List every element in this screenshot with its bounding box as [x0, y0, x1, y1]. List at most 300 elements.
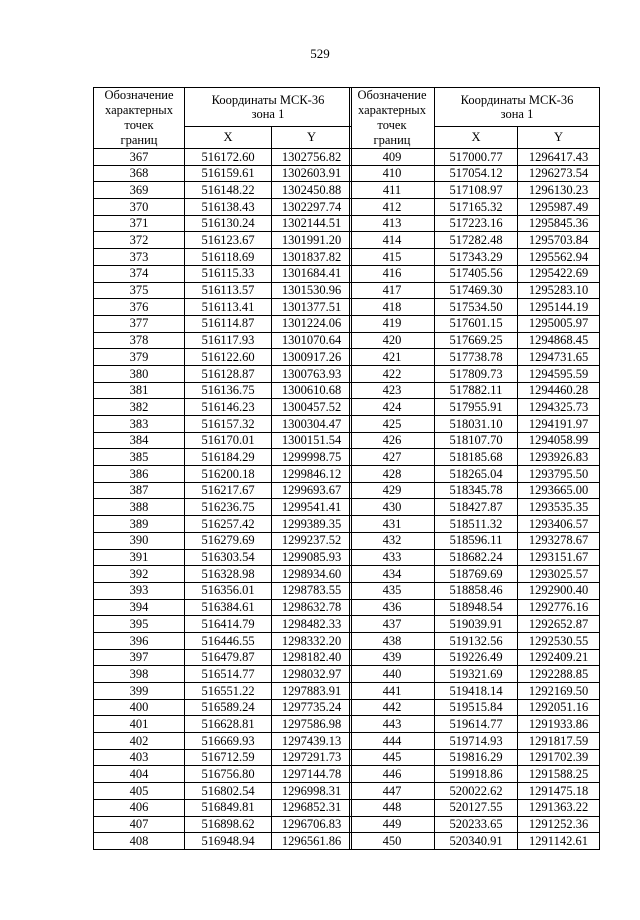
y-coordinate: 1293278.67	[518, 532, 600, 549]
y-coordinate: 1299389.35	[272, 516, 352, 533]
x-coordinate: 516628.81	[185, 716, 272, 733]
point-number: 436	[350, 599, 435, 616]
point-number: 430	[350, 499, 435, 516]
x-coordinate: 517955.91	[435, 399, 518, 416]
y-coordinate: 1293406.57	[518, 516, 600, 533]
x-coordinate: 516184.29	[185, 449, 272, 466]
point-number: 449	[350, 816, 435, 833]
point-number: 371	[94, 215, 185, 232]
y-coordinate: 1298032.97	[272, 666, 352, 683]
x-coordinate: 516551.22	[185, 683, 272, 700]
point-number: 402	[94, 733, 185, 750]
x-coordinate: 516802.54	[185, 783, 272, 800]
y-coordinate: 1299846.12	[272, 466, 352, 483]
point-number: 404	[94, 766, 185, 783]
x-coordinate: 517165.32	[435, 199, 518, 216]
table-row	[350, 165, 600, 182]
point-number: 419	[350, 315, 435, 332]
x-coordinate: 519918.86	[435, 766, 518, 783]
coordinates-table-right	[349, 87, 600, 850]
y-coordinate: 1295703.84	[518, 232, 600, 249]
table-row	[350, 833, 600, 850]
x-coordinate: 520022.62	[435, 783, 518, 800]
header-x: X	[185, 126, 272, 148]
x-coordinate: 517405.56	[435, 265, 518, 282]
x-coordinate: 516479.87	[185, 649, 272, 666]
table-row	[350, 399, 600, 416]
table-row	[94, 282, 352, 299]
y-coordinate: 1300304.47	[272, 416, 352, 433]
y-coordinate: 1293665.00	[518, 482, 600, 499]
point-number: 380	[94, 365, 185, 382]
table-row	[94, 582, 352, 599]
table-row	[350, 365, 600, 382]
table-row	[94, 749, 352, 766]
point-number: 397	[94, 649, 185, 666]
x-coordinate: 517282.48	[435, 232, 518, 249]
x-coordinate: 516117.93	[185, 332, 272, 349]
x-coordinate: 516236.75	[185, 499, 272, 516]
x-coordinate: 516257.42	[185, 516, 272, 533]
x-coordinate: 516136.75	[185, 382, 272, 399]
point-number: 369	[94, 182, 185, 199]
x-coordinate: 517669.25	[435, 332, 518, 349]
point-number: 425	[350, 416, 435, 433]
header-point-label: Обозначение характерных точек границ	[350, 88, 435, 149]
table-row	[350, 716, 600, 733]
point-number: 428	[350, 466, 435, 483]
point-number: 418	[350, 299, 435, 316]
table-row	[350, 683, 600, 700]
header-x: X	[435, 126, 518, 148]
x-coordinate: 516138.43	[185, 199, 272, 216]
point-number: 378	[94, 332, 185, 349]
point-number: 445	[350, 749, 435, 766]
y-coordinate: 1299998.75	[272, 449, 352, 466]
table-row	[94, 182, 352, 199]
table-row	[94, 466, 352, 483]
y-coordinate: 1296706.83	[272, 816, 352, 833]
point-number: 392	[94, 566, 185, 583]
y-coordinate: 1291363.22	[518, 799, 600, 816]
table-row	[94, 315, 352, 332]
coordinates-table-left	[93, 87, 352, 850]
point-number: 427	[350, 449, 435, 466]
point-number: 444	[350, 733, 435, 750]
x-coordinate: 516130.24	[185, 215, 272, 232]
header-y: Y	[518, 126, 600, 148]
table-row	[94, 516, 352, 533]
point-number: 395	[94, 616, 185, 633]
y-coordinate: 1291817.59	[518, 733, 600, 750]
point-number: 379	[94, 349, 185, 366]
y-coordinate: 1300610.68	[272, 382, 352, 399]
x-coordinate: 518345.78	[435, 482, 518, 499]
point-number: 383	[94, 416, 185, 433]
x-coordinate: 518682.24	[435, 549, 518, 566]
table-row	[94, 716, 352, 733]
y-coordinate: 1293926.83	[518, 449, 600, 466]
table-row	[350, 783, 600, 800]
table-row	[94, 249, 352, 266]
y-coordinate: 1295422.69	[518, 265, 600, 282]
y-coordinate: 1297439.13	[272, 733, 352, 750]
table-row	[350, 149, 600, 166]
x-coordinate: 516756.80	[185, 766, 272, 783]
x-coordinate: 519816.29	[435, 749, 518, 766]
y-coordinate: 1291252.36	[518, 816, 600, 833]
x-coordinate: 516279.69	[185, 532, 272, 549]
table-row	[94, 816, 352, 833]
point-number: 416	[350, 265, 435, 282]
x-coordinate: 517343.29	[435, 249, 518, 266]
table-row	[94, 733, 352, 750]
x-coordinate: 517054.12	[435, 165, 518, 182]
point-number: 414	[350, 232, 435, 249]
x-coordinate: 516172.60	[185, 149, 272, 166]
y-coordinate: 1302756.82	[272, 149, 352, 166]
table-row	[350, 382, 600, 399]
table-row	[350, 799, 600, 816]
y-coordinate: 1296852.31	[272, 799, 352, 816]
point-number: 372	[94, 232, 185, 249]
table-row	[350, 282, 600, 299]
x-coordinate: 519132.56	[435, 632, 518, 649]
point-number: 421	[350, 349, 435, 366]
table-row	[350, 549, 600, 566]
table-row	[350, 315, 600, 332]
y-coordinate: 1298482.33	[272, 616, 352, 633]
y-coordinate: 1292776.16	[518, 599, 600, 616]
table-row	[94, 632, 352, 649]
table-row	[350, 766, 600, 783]
point-number: 417	[350, 282, 435, 299]
y-coordinate: 1291475.18	[518, 783, 600, 800]
table-row	[350, 532, 600, 549]
table-row	[94, 499, 352, 516]
y-coordinate: 1302297.74	[272, 199, 352, 216]
y-coordinate: 1292530.55	[518, 632, 600, 649]
table-row	[94, 549, 352, 566]
y-coordinate: 1294868.45	[518, 332, 600, 349]
table-row	[94, 666, 352, 683]
table-row	[94, 332, 352, 349]
header-y: Y	[272, 126, 352, 148]
y-coordinate: 1300917.26	[272, 349, 352, 366]
point-number: 423	[350, 382, 435, 399]
point-number: 388	[94, 499, 185, 516]
x-coordinate: 517882.11	[435, 382, 518, 399]
y-coordinate: 1301224.06	[272, 315, 352, 332]
point-number: 407	[94, 816, 185, 833]
y-coordinate: 1294731.65	[518, 349, 600, 366]
y-coordinate: 1302450.88	[272, 182, 352, 199]
page-number: 529	[310, 46, 330, 61]
y-coordinate: 1296998.31	[272, 783, 352, 800]
y-coordinate: 1297291.73	[272, 749, 352, 766]
table-row	[94, 699, 352, 716]
table-row	[94, 215, 352, 232]
table-row	[94, 683, 352, 700]
point-number: 448	[350, 799, 435, 816]
x-coordinate: 517601.15	[435, 315, 518, 332]
y-coordinate: 1295562.94	[518, 249, 600, 266]
y-coordinate: 1293795.50	[518, 466, 600, 483]
x-coordinate: 518948.54	[435, 599, 518, 616]
y-coordinate: 1298332.20	[272, 632, 352, 649]
y-coordinate: 1297144.78	[272, 766, 352, 783]
x-coordinate: 516669.93	[185, 733, 272, 750]
table-row	[94, 566, 352, 583]
point-number: 432	[350, 532, 435, 549]
point-number: 437	[350, 616, 435, 633]
x-coordinate: 518511.32	[435, 516, 518, 533]
x-coordinate: 519039.91	[435, 616, 518, 633]
x-coordinate: 516113.57	[185, 282, 272, 299]
table-row	[350, 516, 600, 533]
table-row	[350, 199, 600, 216]
y-coordinate: 1291142.61	[518, 833, 600, 850]
x-coordinate: 516200.18	[185, 466, 272, 483]
x-coordinate: 517223.16	[435, 215, 518, 232]
point-number: 396	[94, 632, 185, 649]
point-number: 406	[94, 799, 185, 816]
y-coordinate: 1302603.91	[272, 165, 352, 182]
point-number: 368	[94, 165, 185, 182]
y-coordinate: 1293025.57	[518, 566, 600, 583]
x-coordinate: 516356.01	[185, 582, 272, 599]
point-number: 446	[350, 766, 435, 783]
x-coordinate: 516122.60	[185, 349, 272, 366]
table-row	[94, 616, 352, 633]
x-coordinate: 516589.24	[185, 699, 272, 716]
y-coordinate: 1293151.67	[518, 549, 600, 566]
x-coordinate: 516849.81	[185, 799, 272, 816]
x-coordinate: 516948.94	[185, 833, 272, 850]
point-number: 401	[94, 716, 185, 733]
table-row	[94, 365, 352, 382]
point-number: 420	[350, 332, 435, 349]
y-coordinate: 1291933.86	[518, 716, 600, 733]
point-number: 409	[350, 149, 435, 166]
point-number: 426	[350, 432, 435, 449]
y-coordinate: 1296273.54	[518, 165, 600, 182]
point-number: 376	[94, 299, 185, 316]
x-coordinate: 516148.22	[185, 182, 272, 199]
y-coordinate: 1295005.97	[518, 315, 600, 332]
x-coordinate: 516898.62	[185, 816, 272, 833]
table-row	[350, 616, 600, 633]
x-coordinate: 518107.70	[435, 432, 518, 449]
point-number: 424	[350, 399, 435, 416]
y-coordinate: 1301377.51	[272, 299, 352, 316]
table-row	[94, 432, 352, 449]
point-number: 408	[94, 833, 185, 850]
point-number: 387	[94, 482, 185, 499]
table-row	[350, 566, 600, 583]
point-number: 439	[350, 649, 435, 666]
x-coordinate: 516170.01	[185, 432, 272, 449]
table-row	[350, 265, 600, 282]
table-row	[350, 449, 600, 466]
x-coordinate: 518031.10	[435, 416, 518, 433]
y-coordinate: 1295283.10	[518, 282, 600, 299]
x-coordinate: 516113.41	[185, 299, 272, 316]
table-row	[350, 816, 600, 833]
x-coordinate: 516115.33	[185, 265, 272, 282]
x-coordinate: 519614.77	[435, 716, 518, 733]
table-row	[94, 416, 352, 433]
table-row	[350, 332, 600, 349]
y-coordinate: 1298934.60	[272, 566, 352, 583]
x-coordinate: 516446.55	[185, 632, 272, 649]
x-coordinate: 516123.67	[185, 232, 272, 249]
point-number: 440	[350, 666, 435, 683]
y-coordinate: 1292900.40	[518, 582, 600, 599]
y-coordinate: 1292652.87	[518, 616, 600, 633]
point-number: 435	[350, 582, 435, 599]
y-coordinate: 1301684.41	[272, 265, 352, 282]
table-row	[94, 649, 352, 666]
y-coordinate: 1299693.67	[272, 482, 352, 499]
point-number: 374	[94, 265, 185, 282]
y-coordinate: 1301991.20	[272, 232, 352, 249]
point-number: 422	[350, 365, 435, 382]
table-row	[94, 349, 352, 366]
y-coordinate: 1297735.24	[272, 699, 352, 716]
point-number: 373	[94, 249, 185, 266]
point-number: 398	[94, 666, 185, 683]
x-coordinate: 520127.55	[435, 799, 518, 816]
point-number: 382	[94, 399, 185, 416]
x-coordinate: 516114.87	[185, 315, 272, 332]
table-row	[350, 416, 600, 433]
y-coordinate: 1298182.40	[272, 649, 352, 666]
point-number: 438	[350, 632, 435, 649]
y-coordinate: 1294460.28	[518, 382, 600, 399]
point-number: 413	[350, 215, 435, 232]
x-coordinate: 516414.79	[185, 616, 272, 633]
table-row	[94, 232, 352, 249]
table-row	[350, 582, 600, 599]
point-number: 412	[350, 199, 435, 216]
y-coordinate: 1298632.78	[272, 599, 352, 616]
table-row	[350, 749, 600, 766]
table-row	[94, 783, 352, 800]
point-number: 381	[94, 382, 185, 399]
point-number: 410	[350, 165, 435, 182]
point-number: 394	[94, 599, 185, 616]
y-coordinate: 1300457.52	[272, 399, 352, 416]
x-coordinate: 517469.30	[435, 282, 518, 299]
x-coordinate: 517000.77	[435, 149, 518, 166]
x-coordinate: 516157.32	[185, 416, 272, 433]
y-coordinate: 1301530.96	[272, 282, 352, 299]
y-coordinate: 1301837.82	[272, 249, 352, 266]
point-number: 370	[94, 199, 185, 216]
x-coordinate: 518596.11	[435, 532, 518, 549]
table-row	[350, 249, 600, 266]
x-coordinate: 517534.50	[435, 299, 518, 316]
x-coordinate: 516128.87	[185, 365, 272, 382]
x-coordinate: 516303.54	[185, 549, 272, 566]
y-coordinate: 1301070.64	[272, 332, 352, 349]
y-coordinate: 1297883.91	[272, 683, 352, 700]
x-coordinate: 516384.61	[185, 599, 272, 616]
table-row	[350, 499, 600, 516]
point-number: 399	[94, 683, 185, 700]
point-number: 377	[94, 315, 185, 332]
table-row	[350, 599, 600, 616]
y-coordinate: 1300151.54	[272, 432, 352, 449]
table-row	[350, 666, 600, 683]
table-row	[94, 766, 352, 783]
header-coordinate-system: Координаты МСК-36 зона 1	[435, 88, 600, 127]
point-number: 415	[350, 249, 435, 266]
y-coordinate: 1302144.51	[272, 215, 352, 232]
x-coordinate: 517108.97	[435, 182, 518, 199]
table-row	[94, 449, 352, 466]
point-number: 411	[350, 182, 435, 199]
y-coordinate: 1292288.85	[518, 666, 600, 683]
x-coordinate: 519321.69	[435, 666, 518, 683]
x-coordinate: 518427.87	[435, 499, 518, 516]
y-coordinate: 1296561.86	[272, 833, 352, 850]
point-number: 375	[94, 282, 185, 299]
table-row	[94, 199, 352, 216]
point-number: 431	[350, 516, 435, 533]
y-coordinate: 1297586.98	[272, 716, 352, 733]
x-coordinate: 517809.73	[435, 365, 518, 382]
y-coordinate: 1296417.43	[518, 149, 600, 166]
table-row	[350, 349, 600, 366]
y-coordinate: 1295144.19	[518, 299, 600, 316]
point-number: 429	[350, 482, 435, 499]
x-coordinate: 518769.69	[435, 566, 518, 583]
x-coordinate: 516146.23	[185, 399, 272, 416]
x-coordinate: 518265.04	[435, 466, 518, 483]
table-row	[94, 799, 352, 816]
table-row	[94, 265, 352, 282]
y-coordinate: 1294595.59	[518, 365, 600, 382]
table-row	[350, 466, 600, 483]
table-row	[94, 149, 352, 166]
table-row	[350, 733, 600, 750]
x-coordinate: 518858.46	[435, 582, 518, 599]
table-row	[94, 482, 352, 499]
x-coordinate: 516712.59	[185, 749, 272, 766]
table-row	[350, 632, 600, 649]
table-row	[350, 699, 600, 716]
y-coordinate: 1292409.21	[518, 649, 600, 666]
table-row	[350, 182, 600, 199]
table-row	[94, 532, 352, 549]
point-number: 405	[94, 783, 185, 800]
point-number: 443	[350, 716, 435, 733]
x-coordinate: 519714.93	[435, 733, 518, 750]
x-coordinate: 519515.84	[435, 699, 518, 716]
x-coordinate: 520340.91	[435, 833, 518, 850]
y-coordinate: 1291702.39	[518, 749, 600, 766]
point-number: 403	[94, 749, 185, 766]
x-coordinate: 516159.61	[185, 165, 272, 182]
y-coordinate: 1294191.97	[518, 416, 600, 433]
y-coordinate: 1298783.55	[272, 582, 352, 599]
x-coordinate: 516118.69	[185, 249, 272, 266]
point-number: 391	[94, 549, 185, 566]
table-row	[350, 299, 600, 316]
y-coordinate: 1292051.16	[518, 699, 600, 716]
